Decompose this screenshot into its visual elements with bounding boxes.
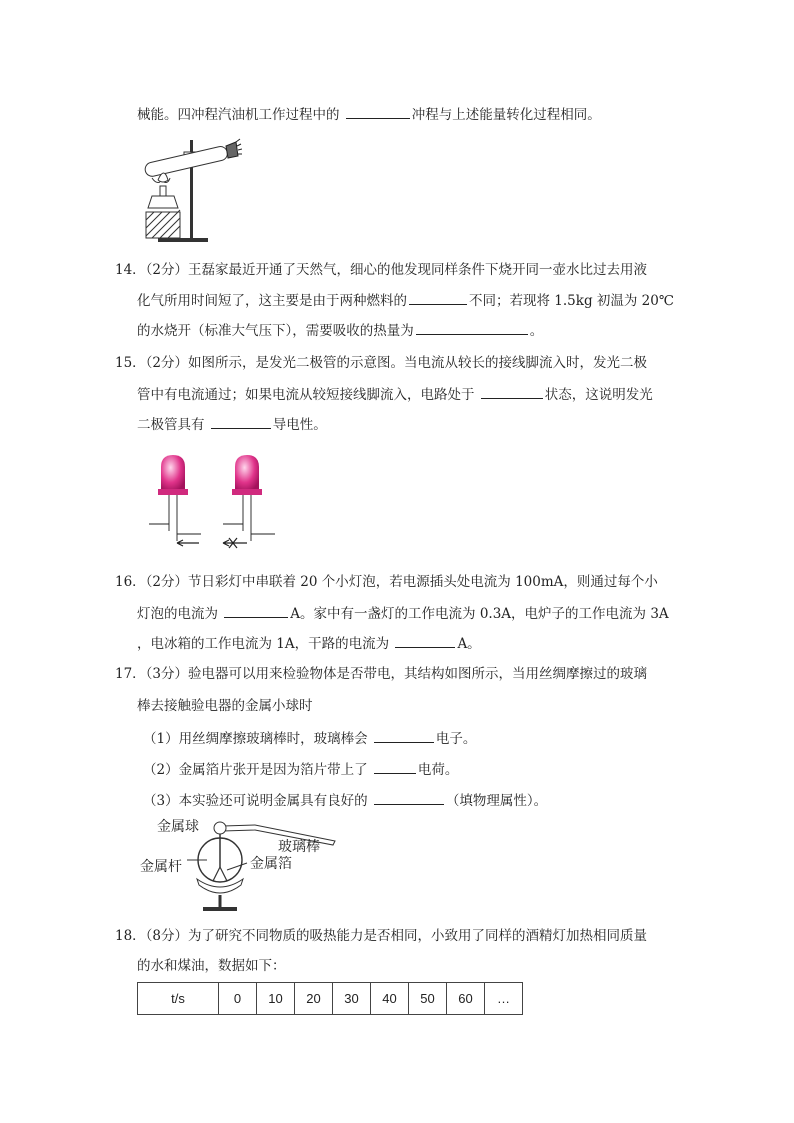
table-row bbox=[138, 983, 523, 1015]
q15-line-2: 管中有电流通过；如果电流从较短接线脚流入，电路处于 状态，这说明发光 bbox=[137, 384, 653, 405]
q15-line-3: 二极管具有 导电性。 bbox=[137, 414, 327, 435]
q15-line-1: 15．（2分）如图所示，是发光二极管的示意图。当电流从较长的接线脚流入时，发光二极 bbox=[115, 355, 648, 371]
table-cell: 30 bbox=[333, 983, 371, 1015]
q13-blank[interactable] bbox=[346, 104, 410, 119]
q17-blank-3[interactable] bbox=[374, 790, 444, 805]
data-table bbox=[137, 982, 523, 1015]
q16-line-3: ，电冰箱的工作电流为 1A，干路的电流为 A。 bbox=[137, 633, 481, 654]
table-cell: 0 bbox=[219, 983, 257, 1015]
q14-line-3: 的水烧开（标准大气压下），需要吸收的热量为 。 bbox=[137, 320, 543, 341]
q17-sub-2: （2）金属箔片张开是因为箔片带上了 电荷。 bbox=[143, 759, 458, 780]
q15-blank-2[interactable] bbox=[211, 414, 271, 429]
led-icon bbox=[149, 455, 201, 546]
test-tube-heating-figure bbox=[138, 132, 242, 244]
q14-line-1: 14．（2分）王磊家最近开通了天然气，细心的他发现同样条件下烧开同一壶水比过去用液 bbox=[115, 262, 648, 278]
q15-blank-1[interactable] bbox=[481, 384, 543, 399]
label-metal-stem: 金属杆 bbox=[140, 859, 182, 875]
table-cell: 60 bbox=[447, 983, 485, 1015]
led-icon bbox=[223, 455, 275, 548]
q14-blank-2[interactable] bbox=[416, 320, 528, 335]
q17-blank-2[interactable] bbox=[374, 759, 416, 774]
table-cell: 20 bbox=[295, 983, 333, 1015]
label-metal-ball: 金属球 bbox=[157, 819, 199, 835]
q16-line-1: 16．（2分）节日彩灯中串联着 20 个小灯泡，若电源插头处电流为 100mA，则通过每个小 bbox=[115, 574, 658, 590]
label-metal-foil: 金属箔 bbox=[250, 856, 292, 872]
q13-line-1: 械能。四冲程汽油机工作过程中的 冲程与上述能量转化过程相同。 bbox=[137, 104, 601, 125]
q16-blank-2[interactable] bbox=[395, 633, 455, 648]
q14-blank-1[interactable] bbox=[409, 290, 467, 305]
led-figure bbox=[143, 451, 283, 551]
q16-blank-1[interactable] bbox=[224, 603, 288, 618]
table-cell: 40 bbox=[371, 983, 409, 1015]
table-cell: 10 bbox=[257, 983, 295, 1015]
table-cell: 50 bbox=[409, 983, 447, 1015]
q17-blank-1[interactable] bbox=[374, 728, 434, 743]
table-cell: … bbox=[485, 983, 523, 1015]
q17-sub-1: （1）用丝绸摩擦玻璃棒时，玻璃棒会 电子。 bbox=[143, 728, 476, 749]
q17-line-1: 17．（3分）验电器可以用来检验物体是否带电，其结构如图所示，当用丝绸摩擦过的玻璃 bbox=[115, 666, 648, 682]
table-cell: t/s bbox=[138, 983, 219, 1015]
q18-line-1: 18．（8分）为了研究不同物质的吸热能力是否相同，小致用了同样的酒精灯加热相同质量 bbox=[115, 928, 648, 944]
q18-line-2: 的水和煤油，数据如下： bbox=[137, 958, 286, 974]
q17-line-2: 棒去接触验电器的金属小球时 bbox=[137, 698, 313, 714]
label-glass-rod: 玻璃棒 bbox=[278, 839, 320, 855]
q17-sub-3: （3）本实验还可说明金属具有良好的 （填物理属性）。 bbox=[143, 790, 547, 811]
q16-line-2: 灯泡的电流为 A。家中有一盏灯的工作电流为 0.3A，电炉子的工作电流为 3A bbox=[137, 603, 669, 624]
q14-line-2: 化气所用时间短了，这主要是由于两种燃料的 不同；若现将 1.5kg 初温为 20℃ bbox=[137, 290, 674, 311]
